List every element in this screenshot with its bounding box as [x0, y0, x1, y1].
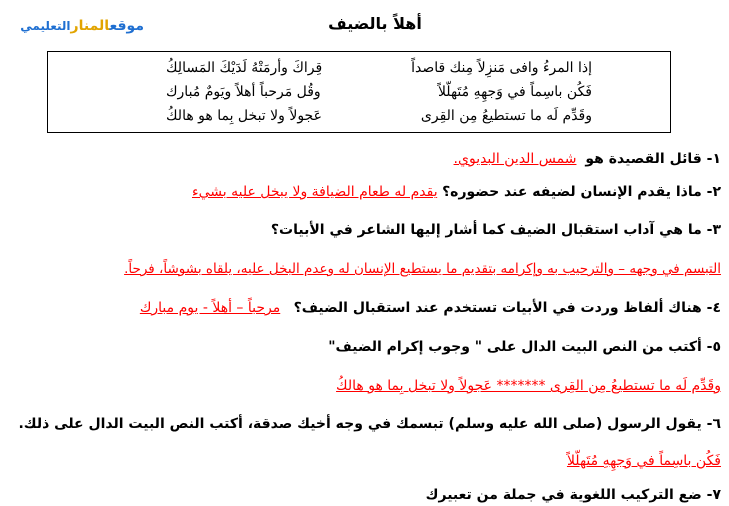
question-1-text: ١- قائل القصيدة هو: [585, 151, 721, 167]
answer-6: فَكُن باسِماً في وَجهِهِ مُتَهلّلاً: [566, 453, 721, 469]
verse-1-left: قِراكَ وأرمَتْهُ لَدَيْكَ المَسالِكُ: [166, 60, 323, 76]
verse-2-right: فَكُن باسِماً في وَجهِهِ مُتَهلّلاً: [437, 84, 592, 100]
question-2-text: ٢- ماذا يقدم الإنسان لضيفه عند حضوره؟: [442, 184, 721, 200]
question-5: [328, 336, 721, 358]
question-5-text: ٥- أكتب من النص البيت الدال على " وجوب إكرام الضيف": [328, 339, 721, 355]
question-3: [271, 219, 721, 241]
verse-3-left: عَجولاً ولا تبخل بِما هو هالكُ: [166, 108, 322, 124]
question-6: [18, 413, 721, 435]
answer-3: التبسم في وجهه – والترحيب به وإكرامه بتقديم ما يستطيع الإنسان له وعدم البخل عليه، يلقاه بشوشاً، فرحاً.: [124, 261, 721, 277]
question-4: [140, 297, 721, 319]
logo-text-part3: التعليمي: [20, 19, 71, 33]
question-7-text: ٧- ضع التركيب اللغوية في جملة من تعبيرك: [425, 487, 721, 503]
verse-1-right: إذا المرءُ وافى مَنزِلاً مِنك قاصداً: [411, 60, 592, 76]
verse-3-right: وقَدِّم لَه ما تستطيعُ مِن القِرى: [420, 108, 592, 124]
logo-text-part1: موقع: [109, 18, 144, 34]
question-2: [192, 181, 721, 203]
answer-2: يقدم له طعام الضيافة ولا يبخل عليه بشيء: [192, 184, 438, 200]
poem-box: [47, 51, 671, 133]
verse-2-left: وقُل مَرحباً أهلاً ويَومٌ مُبارك: [166, 84, 321, 100]
question-7: [426, 484, 721, 506]
page-title: أهلاً بالضيف: [328, 14, 422, 33]
question-1: [454, 148, 721, 170]
question-3-text: ٣- ما هي آداب استقبال الضيف كما أشار إليها الشاعر في الأبيات؟: [270, 222, 721, 238]
answer-1: شمس الدين البديوي.: [453, 151, 577, 167]
site-logo: [4, 14, 144, 38]
question-6-text: ٦- يقول الرسول (صلى الله عليه وسلم) تبسمك في وجه أخيك صدقة، أكتب النص البيت الدال على ذلك.: [18, 416, 721, 432]
logo-text-part2: المنار: [70, 18, 110, 34]
answer-4: مرحباً – أهلاً - يوم مبارك: [139, 300, 281, 316]
question-4-text: ٤- هناك ألفاظ وردت في الأبيات تستخدم عند استقبال الضيف؟: [293, 300, 721, 316]
answer-5: وقَدِّم لَه ما تستطيعُ مِن القِرى ******* عَجولاً ولا تبخل بِما هو هالكُ: [336, 378, 721, 394]
